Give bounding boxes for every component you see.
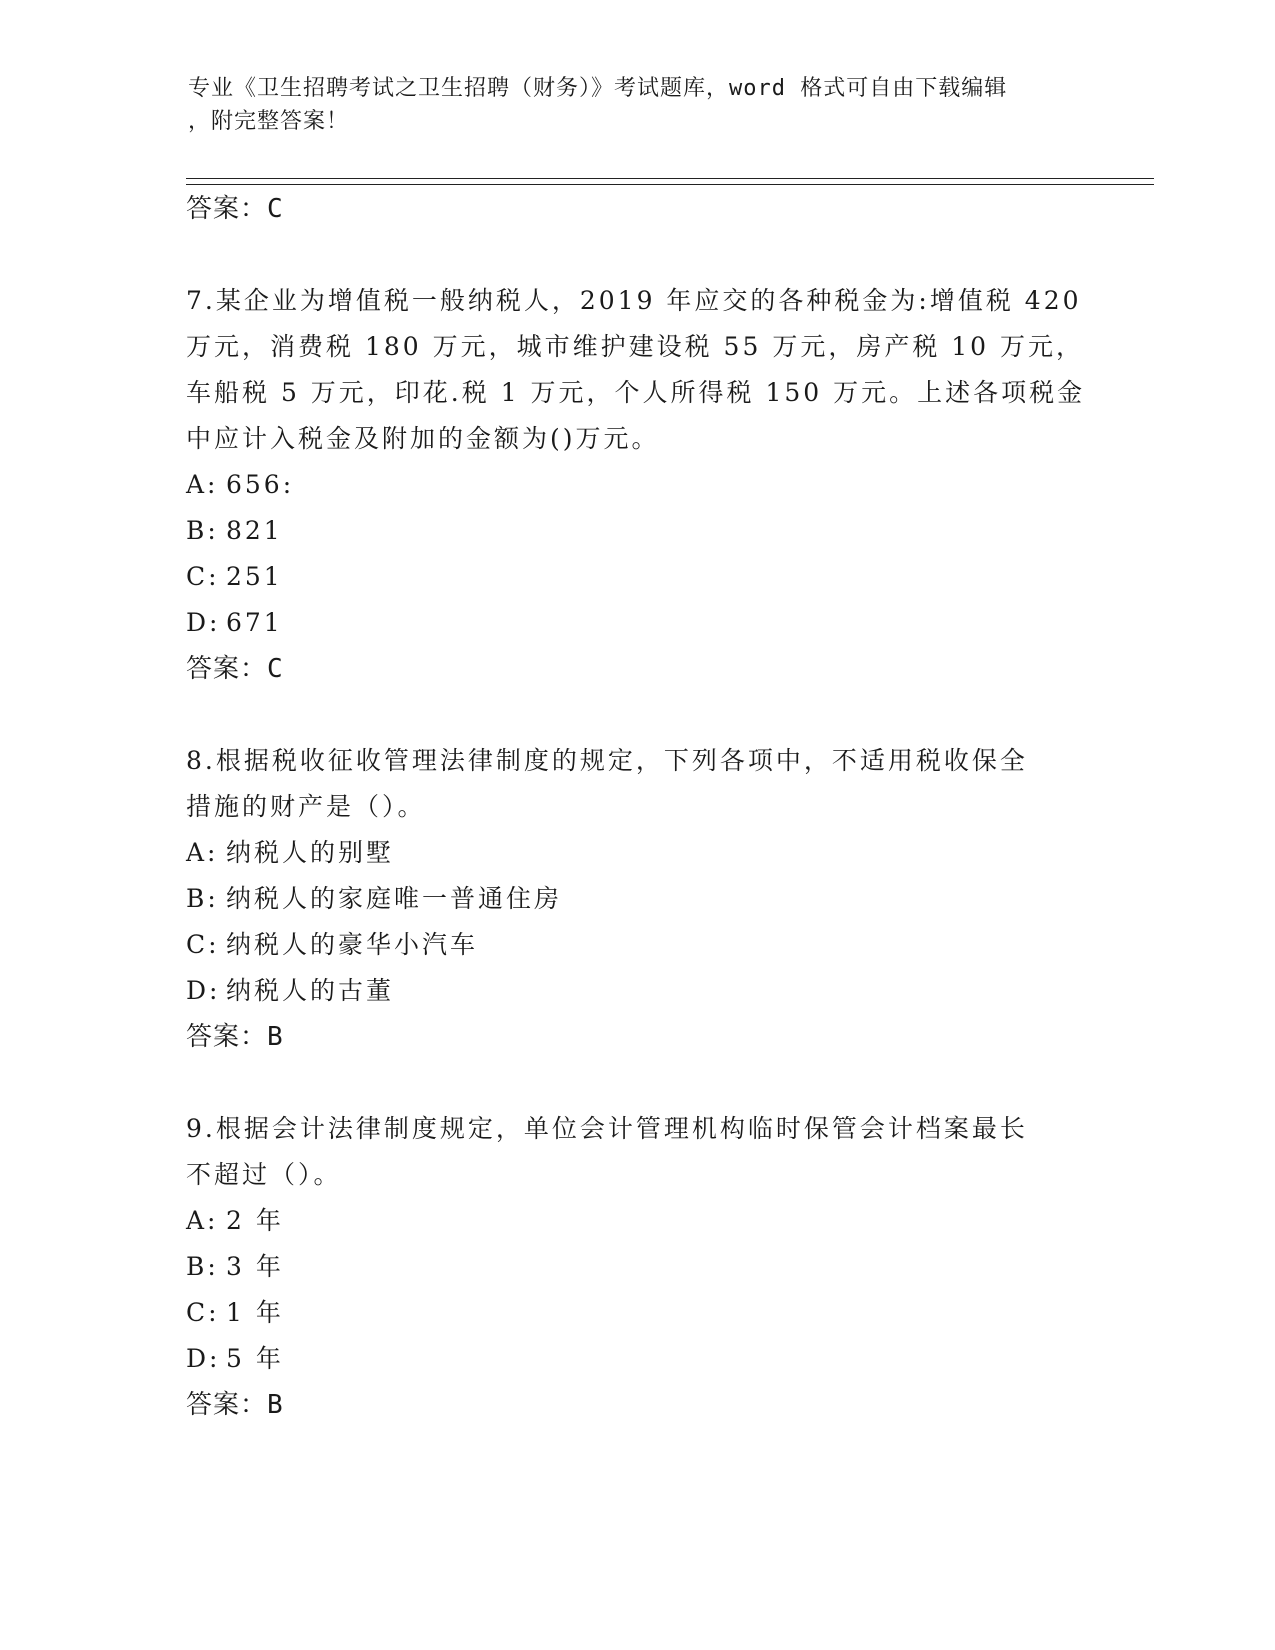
option-key: B: bbox=[186, 516, 219, 545]
option-key: A: bbox=[186, 838, 219, 867]
question-list bbox=[186, 186, 1086, 1428]
question-text-line: 7.某企业为增值税一般纳税人，2019 年应交的各种税金为:增值税 420 bbox=[186, 286, 1082, 315]
option-d bbox=[186, 600, 1086, 646]
option-text: 3 年 bbox=[226, 1252, 284, 1281]
question-text-line: 中应计入税金及附加的金额为()万元。 bbox=[186, 424, 660, 453]
header-rule-top bbox=[186, 178, 1154, 179]
option-key: A: bbox=[186, 470, 219, 499]
option-a bbox=[186, 830, 1086, 876]
option-c bbox=[186, 922, 1086, 968]
option-text: 1 年 bbox=[226, 1298, 284, 1327]
option-text: 纳税人的别墅 bbox=[226, 838, 395, 867]
option-text: 656: bbox=[226, 470, 295, 499]
question-text-line: 8.根据税收征收管理法律制度的规定，下列各项中，不适用税收保全 bbox=[186, 746, 1028, 775]
option-text: 5 年 bbox=[226, 1344, 284, 1373]
option-a bbox=[186, 462, 1086, 508]
option-c bbox=[186, 554, 1086, 600]
option-key: A: bbox=[186, 1206, 219, 1235]
option-text: 纳税人的豪华小汽车 bbox=[226, 930, 479, 959]
header-rule-bottom bbox=[186, 184, 1154, 185]
page-header bbox=[188, 72, 1088, 138]
option-text: 纳税人的家庭唯一普通住房 bbox=[226, 884, 563, 913]
option-key: C: bbox=[186, 562, 220, 591]
option-text: 纳税人的古董 bbox=[226, 976, 395, 1005]
question-8 bbox=[186, 738, 1086, 1060]
answer-line: 答案：B bbox=[186, 1022, 284, 1052]
option-d bbox=[186, 968, 1086, 1014]
answer-line: 答案：B bbox=[186, 1390, 284, 1420]
answer-line: 答案：C bbox=[186, 194, 284, 224]
option-d bbox=[186, 1336, 1086, 1382]
question-text-line: 万元，消费税 180 万元，城市维护建设税 55 万元，房产税 10 万元， bbox=[186, 332, 1085, 361]
option-key: B: bbox=[186, 884, 219, 913]
option-key: B: bbox=[186, 1252, 219, 1281]
question-text-line: 不超过（）。 bbox=[186, 1160, 342, 1189]
question-text-line: 措施的财产是（）。 bbox=[186, 792, 426, 821]
option-b bbox=[186, 1244, 1086, 1290]
option-text: 251 bbox=[226, 562, 283, 591]
option-b bbox=[186, 876, 1086, 922]
option-b bbox=[186, 508, 1086, 554]
question-9 bbox=[186, 1106, 1086, 1428]
answer-line: 答案：C bbox=[186, 654, 284, 684]
question-7 bbox=[186, 278, 1086, 692]
option-key: C: bbox=[186, 1298, 220, 1327]
option-key: D: bbox=[186, 976, 221, 1005]
option-key: C: bbox=[186, 930, 220, 959]
option-text: 671 bbox=[226, 608, 283, 637]
header-line-2: ，附完整答案！ bbox=[188, 109, 350, 134]
option-key: D: bbox=[186, 608, 221, 637]
option-text: 2 年 bbox=[226, 1206, 284, 1235]
option-c bbox=[186, 1290, 1086, 1336]
option-text: 821 bbox=[226, 516, 283, 545]
option-a bbox=[186, 1198, 1086, 1244]
header-line-1: 专业《卫生招聘考试之卫生招聘（财务）》考试题库，word 格式可自由下载编辑 bbox=[188, 76, 1008, 101]
question-text-line: 9.根据会计法律制度规定，单位会计管理机构临时保管会计档案最长 bbox=[186, 1114, 1028, 1143]
option-key: D: bbox=[186, 1344, 221, 1373]
question-text-line: 车船税 5 万元，印花.税 1 万元，个人所得税 150 万元。上述各项税金 bbox=[186, 378, 1086, 407]
